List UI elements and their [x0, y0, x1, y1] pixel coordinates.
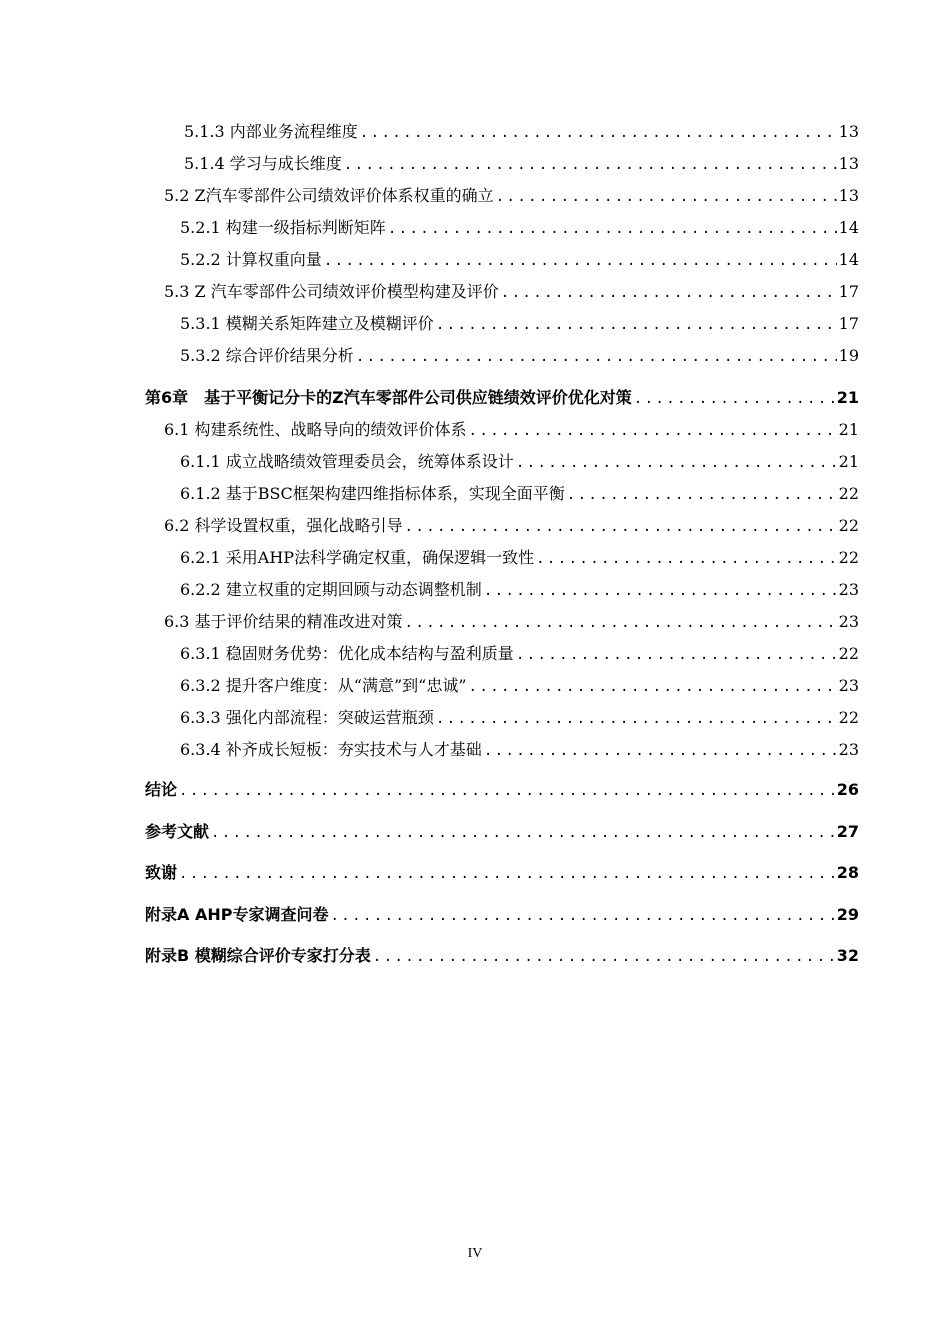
- toc-entry-label: 5.2.2 计算权重向量: [180, 250, 322, 269]
- toc-entry-label: 6.3.3 强化内部流程：突破运营瓶颈: [180, 708, 434, 727]
- dot-leader: [469, 421, 837, 441]
- toc-entry-page: 22: [838, 548, 859, 567]
- toc-entry[interactable]: [180, 740, 859, 761]
- toc-entry[interactable]: [180, 580, 859, 601]
- toc-entry-label: 6.3.1 稳固财务优势：优化成本结构与盈利质量: [180, 644, 514, 663]
- toc-entry-label: 结论: [145, 780, 178, 799]
- dot-leader: [356, 347, 837, 367]
- toc-entry[interactable]: [180, 250, 859, 271]
- toc-entry-page: 21: [836, 388, 859, 407]
- toc-entry-page: 23: [838, 580, 859, 599]
- toc-entry[interactable]: [164, 612, 859, 633]
- toc-entry-label: 附录A AHP专家调查问卷: [145, 905, 329, 924]
- toc-entry-label: 5.1.4 学习与成长维度: [184, 154, 342, 173]
- toc-entry-label: 6.3 基于评价结果的精准改进对策: [164, 612, 403, 631]
- toc-chapter-entry[interactable]: [145, 388, 859, 409]
- toc-entry-label: 6.3.4 补齐成长短板：夯实技术与人才基础: [180, 740, 482, 759]
- dot-leader: [179, 864, 835, 884]
- toc-entry[interactable]: [180, 452, 859, 473]
- toc-chapter-entry[interactable]: [145, 863, 859, 884]
- toc-entry-page: 28: [836, 863, 859, 882]
- dot-leader: [211, 823, 835, 843]
- dot-leader: [344, 155, 837, 175]
- dot-leader: [405, 613, 837, 633]
- toc-chapter-entry[interactable]: [145, 822, 859, 843]
- toc-entry-label: 5.1.3 内部业务流程维度: [184, 122, 358, 141]
- toc-entry-label: 5.3.2 综合评价结果分析: [180, 346, 354, 365]
- toc-entry-label: 5.2.1 构建一级指标判断矩阵: [180, 218, 386, 237]
- toc-entry[interactable]: [180, 218, 859, 239]
- toc-entry[interactable]: [164, 282, 859, 303]
- toc-entry-label: 参考文献: [145, 822, 210, 841]
- toc-entry-page: 21: [838, 452, 859, 471]
- toc-entry-page: 13: [838, 186, 859, 205]
- toc-entry[interactable]: [180, 314, 859, 335]
- toc-entry[interactable]: [164, 516, 859, 537]
- toc-entry[interactable]: [180, 484, 859, 505]
- toc-entry-label: 6.1.1 成立战略绩效管理委员会，统筹体系设计: [180, 452, 514, 471]
- toc-entry-page: 27: [836, 822, 859, 841]
- dot-leader: [536, 549, 837, 569]
- toc-entry-page: 14: [838, 250, 859, 269]
- toc-entry-page: 13: [838, 154, 859, 173]
- toc-entry-label: 5.3.1 模糊关系矩阵建立及模糊评价: [180, 314, 434, 333]
- toc-entry-page: 22: [838, 516, 859, 535]
- dot-leader: [179, 781, 835, 801]
- dot-leader: [516, 645, 837, 665]
- toc-entry-page: 32: [836, 946, 859, 965]
- toc-entry-page: 22: [838, 708, 859, 727]
- toc-entry[interactable]: [184, 154, 859, 175]
- dot-leader: [324, 251, 837, 271]
- toc-entry-label: 5.2 Z汽车零部件公司绩效评价体系权重的确立: [164, 186, 494, 205]
- dot-leader: [373, 947, 835, 967]
- toc-entry-label: 6.3.2 提升客户维度：从“满意”到“忠诚”: [180, 676, 467, 695]
- toc-entry[interactable]: [180, 548, 859, 569]
- dot-leader: [436, 709, 837, 729]
- toc-entry-page: 21: [838, 420, 859, 439]
- toc-entry-page: 23: [838, 612, 859, 631]
- toc-entry-page: 17: [838, 314, 859, 333]
- toc-entry-label: 致谢: [145, 863, 178, 882]
- toc-entry-page: 23: [838, 676, 859, 695]
- dot-leader: [484, 741, 837, 761]
- toc-entry[interactable]: [164, 420, 859, 441]
- toc-entry-label: 附录B 模糊综合评价专家打分表: [145, 946, 371, 965]
- toc-chapter-entry[interactable]: [145, 905, 859, 926]
- toc-entry[interactable]: [180, 708, 859, 729]
- toc-entry-page: 22: [838, 484, 859, 503]
- toc-entry-label: 6.2 科学设置权重，强化战略引导: [164, 516, 403, 535]
- toc-entry-label: 5.3 Z 汽车零部件公司绩效评价模型构建及评价: [164, 282, 499, 301]
- toc-entry[interactable]: [180, 676, 859, 697]
- toc-entry-page: 23: [838, 740, 859, 759]
- dot-leader: [436, 315, 837, 335]
- dot-leader: [469, 677, 837, 697]
- toc-entry-label: 6.2.2 建立权重的定期回顾与动态调整机制: [180, 580, 482, 599]
- dot-leader: [567, 485, 837, 505]
- toc-entry[interactable]: [164, 186, 859, 207]
- toc-entry-page: 17: [838, 282, 859, 301]
- dot-leader: [484, 581, 837, 601]
- toc-entry-page: 14: [838, 218, 859, 237]
- dot-leader: [330, 906, 834, 926]
- toc-entry[interactable]: [180, 346, 859, 367]
- toc-entry-page: 26: [836, 780, 859, 799]
- toc-entry-page: 29: [836, 905, 859, 924]
- dot-leader: [496, 187, 837, 207]
- toc-entry-page: 22: [838, 644, 859, 663]
- toc-entry-page: 19: [838, 346, 859, 365]
- dot-leader: [405, 517, 837, 537]
- toc-entry-label: 6.2.1 采用AHP法科学确定权重，确保逻辑一致性: [180, 548, 535, 567]
- dot-leader: [634, 389, 835, 409]
- toc-entry-label: 6.1.2 基于BSC框架构建四维指标体系，实现全面平衡: [180, 484, 565, 503]
- dot-leader: [360, 123, 837, 143]
- toc-entry[interactable]: [180, 644, 859, 665]
- toc-entry-label: 6.1 构建系统性、战略导向的绩效评价体系: [164, 420, 467, 439]
- toc-entry[interactable]: [184, 122, 859, 143]
- dot-leader: [501, 283, 837, 303]
- dot-leader: [516, 453, 837, 473]
- toc-entry-page: 13: [838, 122, 859, 141]
- page-number: IV: [467, 1246, 483, 1261]
- toc-chapter-entry[interactable]: [145, 946, 859, 967]
- toc-chapter-entry[interactable]: [145, 780, 859, 801]
- toc-entry-label: 第6章 基于平衡记分卡的Z汽车零部件公司供应链绩效评价优化对策: [145, 388, 632, 407]
- dot-leader: [388, 219, 837, 239]
